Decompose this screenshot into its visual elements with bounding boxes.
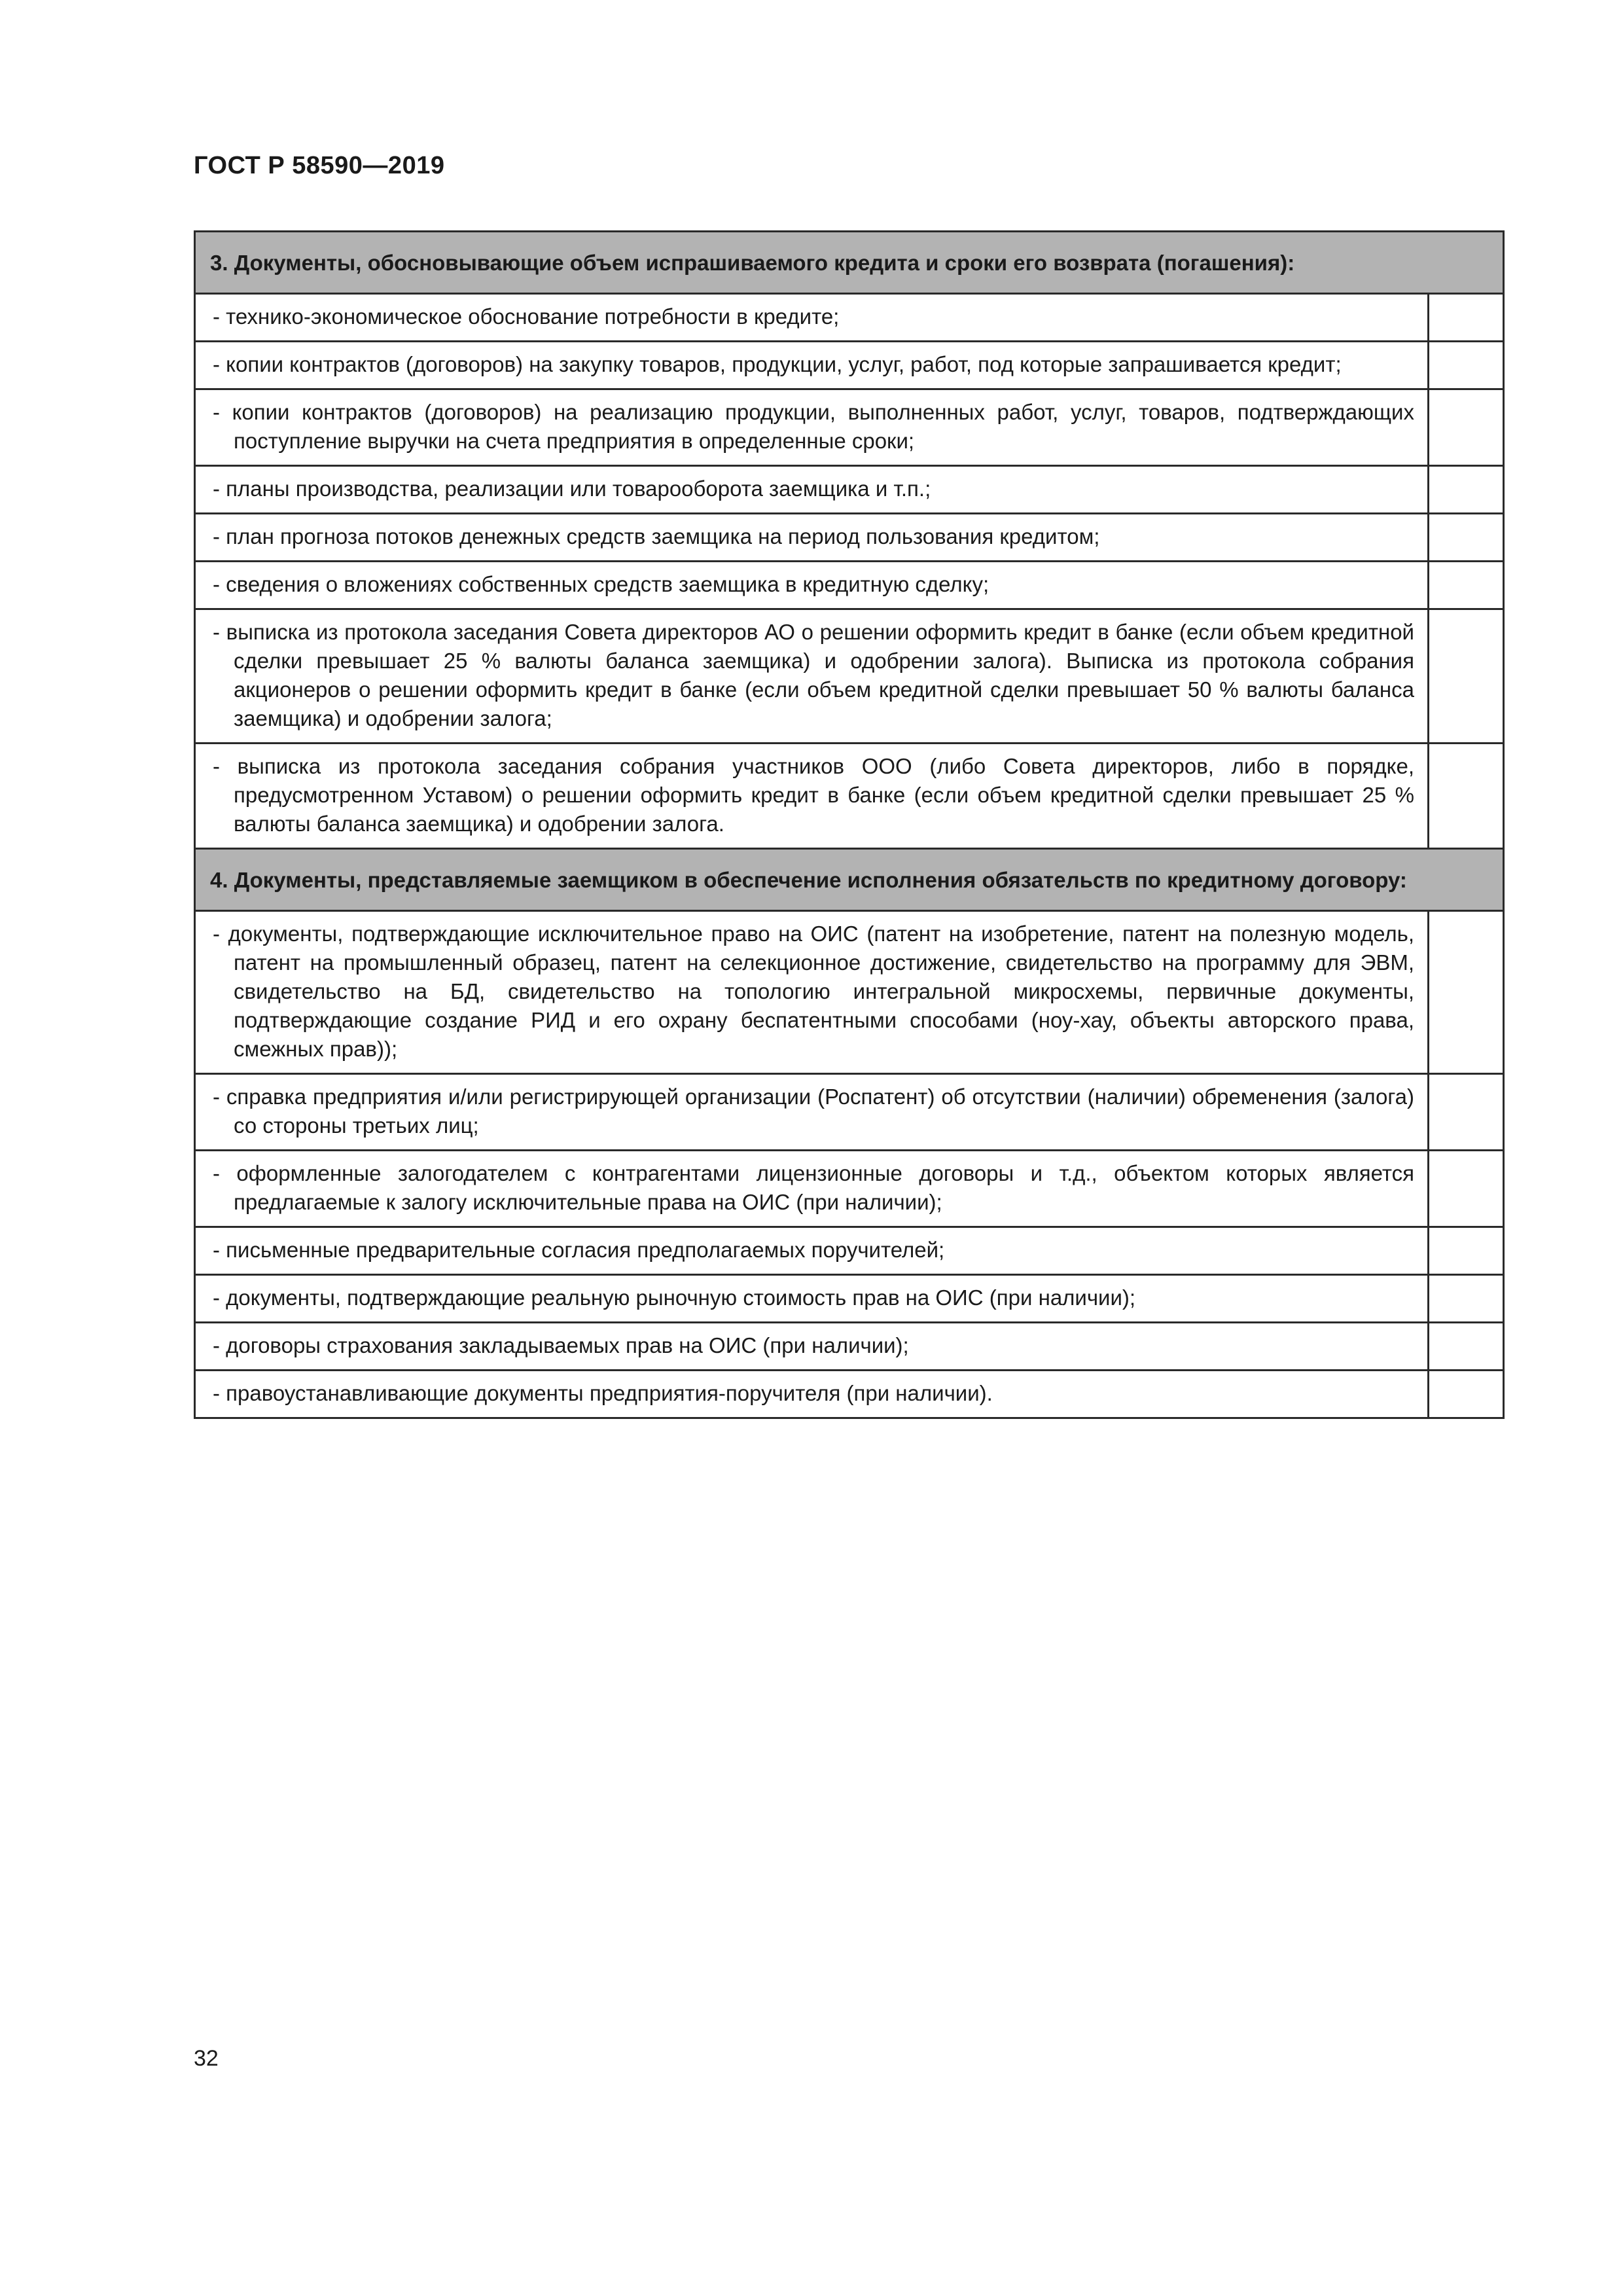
checklist-item-text: - документы, подтверждающие реальную рыночную стоимость прав на ОИС (при наличии); (195, 1275, 1429, 1323)
document-header: ГОСТ Р 58590—2019 (194, 152, 445, 179)
checklist-mark-cell[interactable] (1429, 466, 1504, 514)
checklist-item-text: - справка предприятия и/или регистрирующей организации (Роспатент) об отсутствии (наличии) обременения (залога) со стороны третьих лиц; (195, 1074, 1429, 1151)
checklist-mark-cell[interactable] (1429, 294, 1504, 342)
checklist-mark-cell[interactable] (1429, 1275, 1504, 1323)
section-title: 3. Документы, обосновывающие объем испрашиваемого кредита и сроки его возврата (погашения): (195, 232, 1504, 294)
checklist-item-text: - оформленные залогодателем с контрагентами лицензионные договоры и т.д., объектом которых является предлагаемые к залогу исключительные права на ОИС (при наличии); (195, 1151, 1429, 1227)
checklist-mark-cell[interactable] (1429, 1227, 1504, 1275)
checklist-mark-cell[interactable] (1429, 744, 1504, 849)
checklist-mark-cell[interactable] (1429, 1323, 1504, 1371)
section-header-row (195, 232, 1504, 294)
checklist-item-row (195, 1323, 1504, 1371)
checklist-mark-cell[interactable] (1429, 1151, 1504, 1227)
checklist-item-row (195, 609, 1504, 744)
checklist-mark-cell[interactable] (1429, 911, 1504, 1074)
checklist-item-text: - сведения о вложениях собственных средств заемщика в кредитную сделку; (195, 562, 1429, 609)
checklist-item-row (195, 1275, 1504, 1323)
checklist-item-row (195, 389, 1504, 466)
checklist-item-text: - выписка из протокола заседания собрания участников ООО (либо Совета директоров, либо в порядке, предусмотренном Уставом) о решении оформить кредит в банке (если объем кредитной сделки превышает 25 % валюты баланса заемщика) и одобрении залога. (195, 744, 1429, 849)
checklist-mark-cell[interactable] (1429, 609, 1504, 744)
section-header-row (195, 849, 1504, 911)
checklist-item-row (195, 911, 1504, 1074)
checklist-mark-cell[interactable] (1429, 562, 1504, 609)
documents-checklist-table (194, 230, 1505, 1419)
checklist-mark-cell[interactable] (1429, 342, 1504, 389)
checklist-mark-cell[interactable] (1429, 514, 1504, 562)
checklist-item-row (195, 562, 1504, 609)
checklist-item-text: - копии контрактов (договоров) на реализацию продукции, выполненных работ, услуг, товаров, подтверждающих поступление выручки на счета предприятия в определенные сроки; (195, 389, 1429, 466)
checklist-item-text: - копии контрактов (договоров) на закупку товаров, продукции, услуг, работ, под которые запрашивается кредит; (195, 342, 1429, 389)
checklist-item-row (195, 1227, 1504, 1275)
checklist-item-text: - выписка из протокола заседания Совета директоров АО о решении оформить кредит в банке (если объем кредитной сделки превышает 25 % валюты баланса заемщика) и одобрении залога). Выписка из протокола собрания акционеров о решении оформить кредит в банке (если объем кредитной сделки превышает 50 % валюты баланса заемщика) и одобрении залога; (195, 609, 1429, 744)
checklist-mark-cell[interactable] (1429, 389, 1504, 466)
section-title: 4. Документы, представляемые заемщиком в обеспечение исполнения обязательств по кредитному договору: (195, 849, 1504, 911)
checklist-item-text: - план прогноза потоков денежных средств заемщика на период пользования кредитом; (195, 514, 1429, 562)
checklist-item-text: - планы производства, реализации или товарооборота заемщика и т.п.; (195, 466, 1429, 514)
checklist-item-text: - технико-экономическое обоснование потребности в кредите; (195, 294, 1429, 342)
checklist-item-row (195, 342, 1504, 389)
checklist-item-text: - правоустанавливающие документы предприятия-поручителя (при наличии). (195, 1371, 1429, 1418)
checklist-item-row (195, 514, 1504, 562)
checklist-item-row (195, 1371, 1504, 1418)
checklist-item-row (195, 466, 1504, 514)
checklist-item-row (195, 1151, 1504, 1227)
checklist-item-row (195, 1074, 1504, 1151)
checklist-item-text: - договоры страхования закладываемых прав на ОИС (при наличии); (195, 1323, 1429, 1371)
checklist-item-text: - письменные предварительные согласия предполагаемых поручителей; (195, 1227, 1429, 1275)
page-number: 32 (194, 2046, 219, 2071)
checklist-item-row (195, 294, 1504, 342)
checklist-mark-cell[interactable] (1429, 1074, 1504, 1151)
checklist-mark-cell[interactable] (1429, 1371, 1504, 1418)
checklist-item-text: - документы, подтверждающие исключительное право на ОИС (патент на изобретение, патент на полезную модель, патент на промышленный образец, патент на селекционное достижение, свидетельство на программу для ЭВМ, свидетельство на БД, свидетельство на топологию интегральной микросхемы, первичные документы, подтверждающие создание РИД и его охрану беспатентными способами (ноу-хау, объекты авторского права, смежных прав)); (195, 911, 1429, 1074)
checklist-item-row (195, 744, 1504, 849)
